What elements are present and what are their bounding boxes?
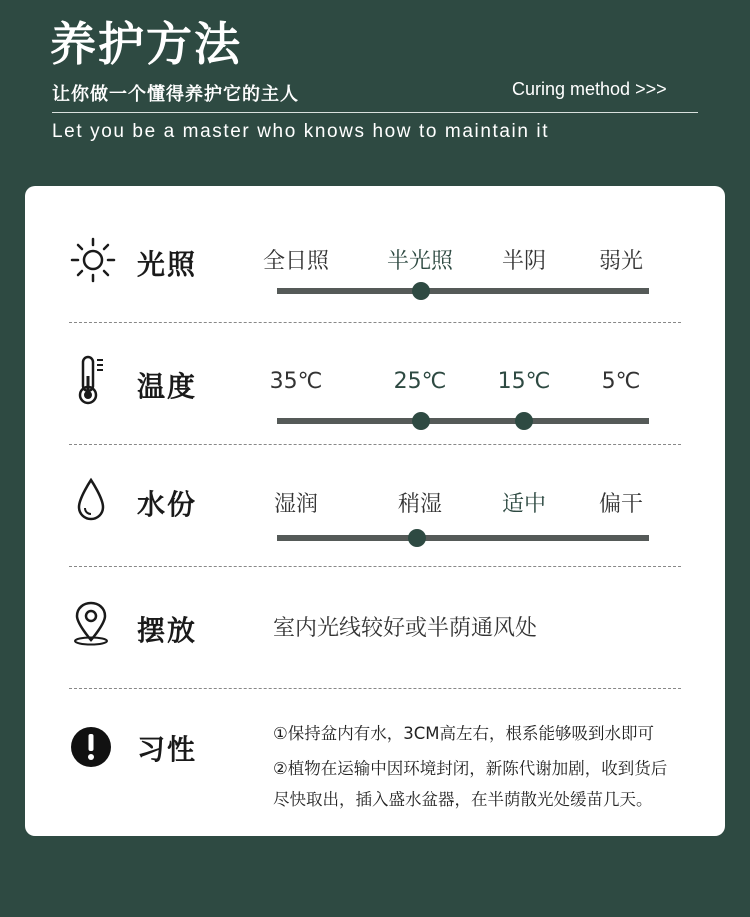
page-title: 养护方法 [50,17,242,71]
water-option-moderate: 适中 [501,492,546,517]
temp-option-35: 35℃ [269,369,323,394]
exclamation-icon [69,723,117,771]
water-drop-icon [69,476,117,524]
divider [69,566,681,567]
water-option-moist: 湿润 [273,492,318,517]
light-option-shade: 半阴 [501,249,546,274]
temp-option-5: 5℃ [601,369,641,394]
temperature-scale-track [277,418,649,424]
placement-label: 摆放 [137,614,198,647]
water-scale-track [277,535,649,541]
light-option-full-sun: 全日照 [262,249,329,274]
thermometer-icon [69,354,117,402]
subtitle-cn: 让你做一个懂得养护它的主人 [52,84,299,105]
sun-icon [69,236,117,284]
habit-line-1: ①保持盆内有水，3CM高左右，根系能够吸到水即可 [273,724,655,743]
temp-option-15: 15℃ [497,369,551,394]
habit-line-2: ②植物在运输中因环境封闭，新陈代谢加剧，收到货后 [273,759,668,778]
water-option-slightly-moist: 稍湿 [397,492,442,517]
care-card [25,186,725,836]
divider [69,688,681,689]
habit-label: 习性 [137,733,198,766]
light-scale-track [277,288,649,294]
temp-option-25: 25℃ [393,369,447,394]
habit-line-3: 尽快取出，插入盛水盆器，在半荫散光处缓苗几天。 [273,790,653,809]
light-option-low: 弱光 [598,249,643,274]
light-scale-marker [412,282,430,300]
temperature-label: 温度 [137,370,198,403]
header-divider [52,112,698,113]
divider [69,444,681,445]
water-label: 水份 [137,488,198,521]
water-option-dry: 偏干 [598,492,643,517]
curing-method-link[interactable]: Curing method >>> [512,79,667,99]
temperature-marker-25 [412,412,430,430]
water-scale-marker [408,529,426,547]
light-option-half-sun: 半光照 [386,249,453,274]
subtitle-en: Let you be a master who knows how to maintain it [52,121,550,142]
light-label: 光照 [137,248,198,281]
placement-text: 室内光线较好或半荫通风处 [273,616,538,641]
temperature-marker-15 [515,412,533,430]
location-pin-icon [69,600,117,648]
divider [69,322,681,323]
